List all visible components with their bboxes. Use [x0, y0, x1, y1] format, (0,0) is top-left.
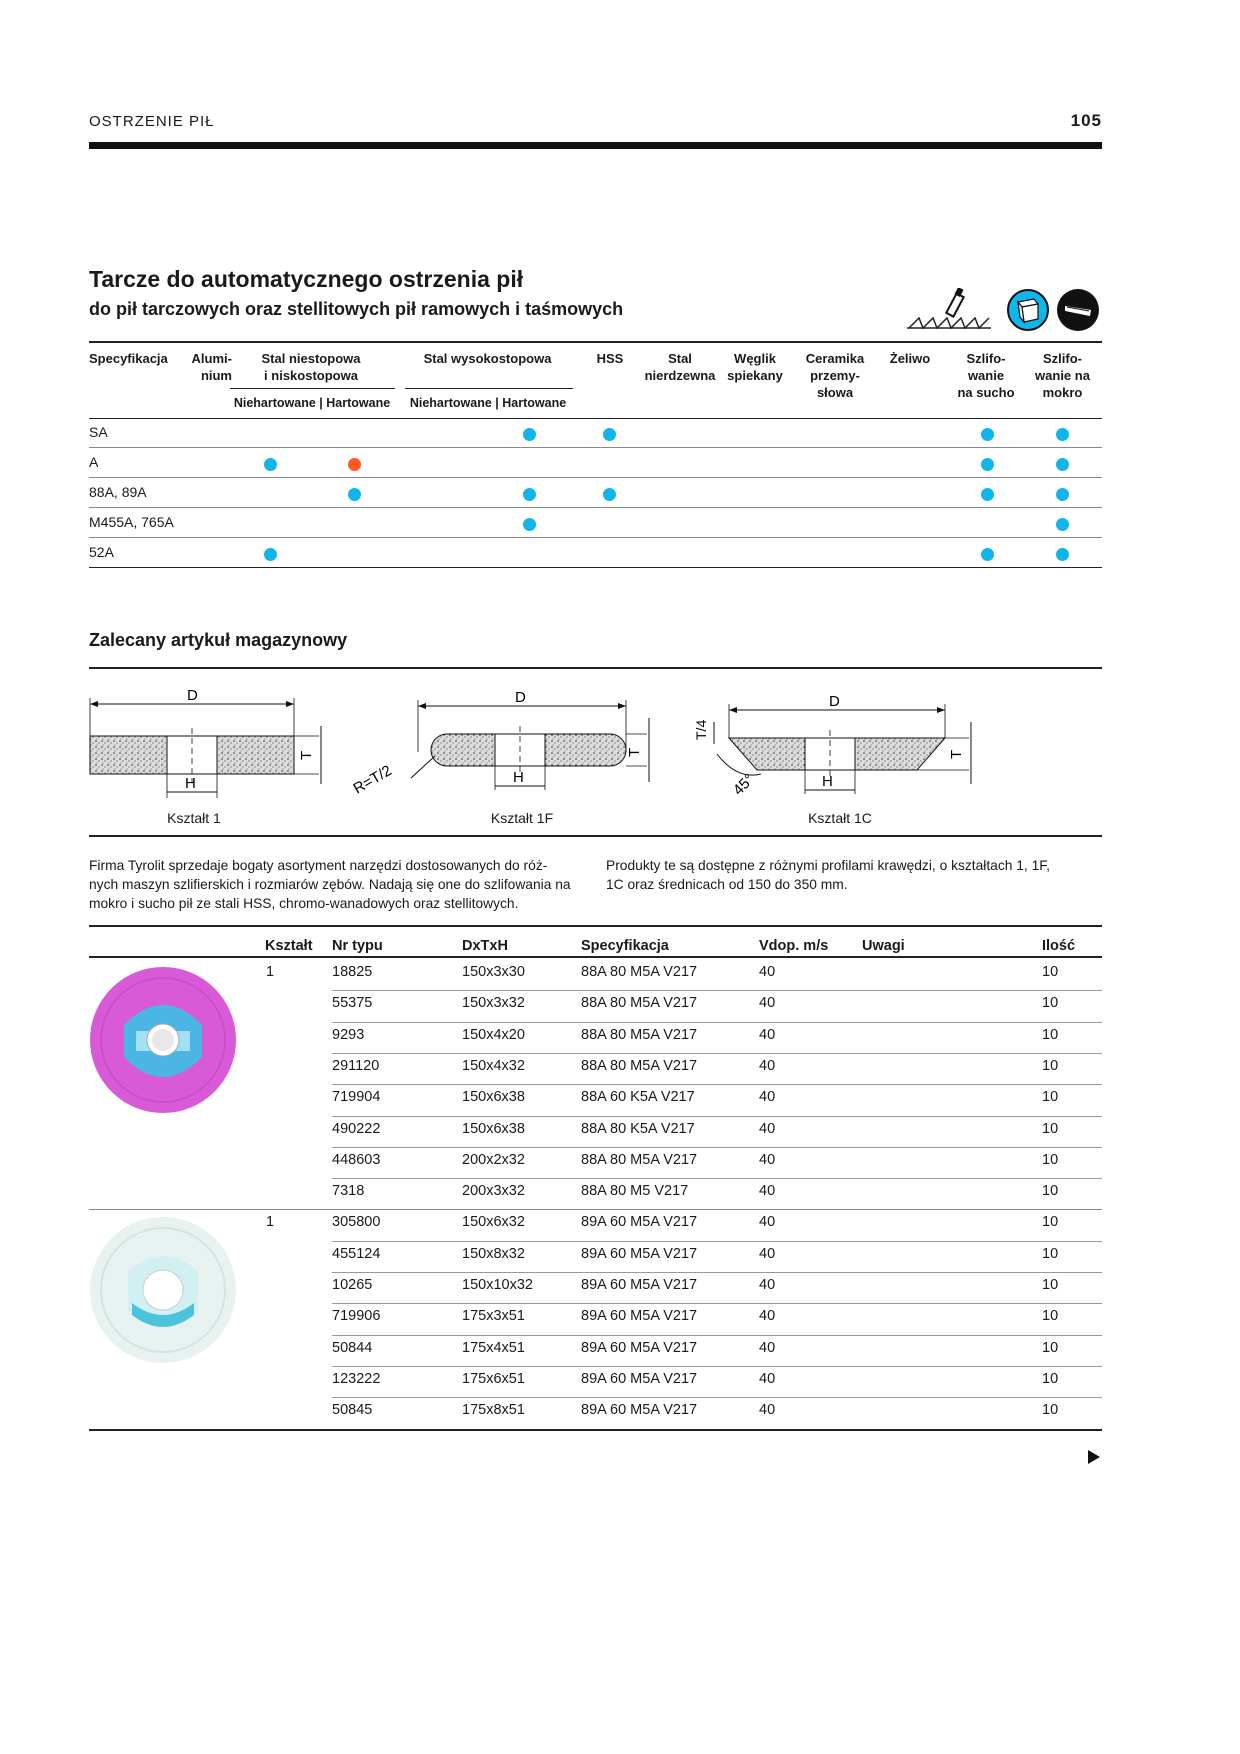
specification-cell: 88A 60 K5A V217 — [581, 1089, 695, 1106]
col-header-type-no: Nr typu — [332, 938, 383, 954]
hardening-subheader: Niehartowane | Hartowane — [233, 396, 391, 410]
hardening-subheader: Niehartowane | Hartowane — [409, 396, 567, 410]
dimensions-cell: 175x8x51 — [462, 1402, 525, 1419]
intro-paragraph-right: Produkty te są dostępne z różnymi profilami krawędzi, o kształtach 1, 1F, 1C oraz średnicach od 150 do 350 mm. — [606, 858, 1050, 892]
dimensions-cell: 150x6x38 — [462, 1089, 525, 1106]
quantity-cell: 10 — [1042, 1183, 1059, 1200]
conditional-dot — [348, 458, 361, 471]
speed-cell: 40 — [759, 1057, 776, 1074]
dimension-t-label: T — [948, 749, 965, 759]
dimensions-cell: 200x3x32 — [462, 1183, 525, 1200]
type-no-cell: 10265 — [332, 1277, 373, 1293]
spec-row-rule — [89, 507, 1102, 508]
dimensions-cell: 150x6x32 — [462, 1214, 525, 1231]
suitable-dot — [603, 488, 616, 501]
quantity-cell: 10 — [1042, 1402, 1059, 1419]
suitable-dot — [603, 428, 616, 441]
high-alloy-steel-col-header: Stal wysokostopowa — [423, 351, 552, 366]
dimensions-cell: 150x8x32 — [462, 1245, 525, 1262]
dimensions-cell: 150x4x32 — [462, 1057, 525, 1074]
type-no-cell: 719906 — [332, 1308, 381, 1325]
spec-header-bottom-rule — [89, 418, 1102, 419]
dimension-h-label: H — [185, 775, 196, 792]
low-alloy-steel-col-header: Stal niestopowa i niskostopowa — [261, 351, 361, 383]
speed-cell: 40 — [759, 1026, 776, 1043]
dimension-d-label: D — [515, 689, 526, 706]
suitable-dot — [264, 458, 277, 471]
table-row-divider — [332, 1022, 1102, 1023]
specification-cell: 88A 80 M5A V217 — [581, 995, 698, 1012]
quantity-cell: 10 — [1042, 1214, 1059, 1231]
suitable-dot — [348, 488, 361, 501]
dimension-h-label: H — [513, 769, 524, 786]
table-row-divider — [332, 1335, 1102, 1336]
dimensions-cell: 150x10x32 — [462, 1277, 533, 1293]
quantity-cell: 10 — [1042, 995, 1059, 1012]
quantity-cell: 10 — [1042, 1277, 1059, 1293]
table-row-divider — [332, 1241, 1102, 1242]
specification-cell: 89A 60 M5A V217 — [581, 1214, 698, 1231]
diagram-bottom-rule — [89, 835, 1102, 837]
speed-cell: 40 — [759, 995, 776, 1012]
quantity-cell: 10 — [1042, 1245, 1059, 1262]
dimensions-cell: 175x6x51 — [462, 1370, 525, 1387]
table-row-divider — [332, 1178, 1102, 1179]
table-row-divider — [332, 1053, 1102, 1054]
type-no-cell: 18825 — [332, 964, 373, 980]
speed-cell: 40 — [759, 1151, 776, 1168]
speed-cell: 40 — [759, 1183, 776, 1200]
type-no-cell: 305800 — [332, 1214, 381, 1231]
product-header-bottom-rule — [89, 956, 1102, 958]
dry-grinding-col-header: Szlifo- wanie na sucho — [957, 351, 1015, 400]
section-header: OSTRZENIE PIŁ — [89, 113, 215, 130]
shape-1-diagram — [90, 687, 321, 798]
next-page-arrow-icon[interactable] — [1088, 1450, 1100, 1464]
suitable-dot — [981, 548, 994, 561]
specification-cell: 89A 60 M5A V217 — [581, 1370, 698, 1387]
pink-grinding-wheel — [88, 965, 238, 1115]
spec-row-label: M455A, 765A — [89, 514, 174, 530]
wet-grinding-icon — [1057, 289, 1099, 331]
col-header-quantity: Ilość — [1042, 938, 1076, 954]
table-row-divider — [332, 1272, 1102, 1273]
cast-iron-col-header: Żeliwo — [889, 351, 931, 366]
speed-cell: 40 — [759, 964, 776, 980]
speed-cell: 40 — [759, 1277, 776, 1293]
specification-cell: 89A 60 M5A V217 — [581, 1339, 698, 1356]
col-header-notes: Uwagi — [862, 938, 905, 954]
dimensions-cell: 150x6x38 — [462, 1120, 525, 1137]
specification-cell: 88A 80 M5 V217 — [581, 1183, 689, 1200]
ceramics-col-header: Ceramika przemy- słowa — [805, 351, 865, 400]
col-header-speed: Vdop. m/s — [759, 938, 829, 954]
specification-cell: 89A 60 M5A V217 — [581, 1308, 698, 1325]
specification-cell: 88A 80 M5A V217 — [581, 1151, 698, 1168]
col-header-dimensions: DxTxH — [462, 938, 508, 954]
white-grinding-wheel — [88, 1215, 238, 1365]
section-rule — [89, 667, 1102, 669]
wet-grinding-col-header: Szlifo- wanie na mokro — [1035, 351, 1090, 400]
dimensions-cell: 200x2x32 — [462, 1151, 525, 1168]
spec-table-bottom-rule — [89, 567, 1102, 568]
angle-label: 45° — [729, 770, 758, 799]
shape-1c-caption: Kształt 1C — [808, 810, 872, 826]
table-row-divider — [332, 1147, 1102, 1148]
dimension-d-label: D — [829, 693, 840, 710]
suitable-dot — [981, 428, 994, 441]
dimension-d-label: D — [187, 687, 198, 704]
suitable-dot — [1056, 458, 1069, 471]
speed-cell: 40 — [759, 1214, 776, 1231]
quantity-cell: 10 — [1042, 964, 1059, 980]
dry-grinding-icon — [1007, 289, 1049, 331]
type-no-cell: 7318 — [332, 1183, 365, 1200]
suitable-dot — [264, 548, 277, 561]
page-number: 105 — [1070, 111, 1102, 130]
type-no-cell: 55375 — [332, 995, 373, 1012]
spec-row-label: SA — [89, 424, 108, 440]
quantity-cell: 10 — [1042, 1089, 1059, 1106]
table-row-divider — [89, 1209, 1102, 1210]
dimension-h-label: H — [822, 773, 833, 790]
spec-row-rule — [89, 447, 1102, 448]
specification-cell: 89A 60 M5A V217 — [581, 1245, 698, 1262]
subheader-line — [230, 388, 395, 389]
product-table-top-rule — [89, 925, 1102, 927]
shape-1c-diagram — [693, 693, 971, 799]
specification-cell: 88A 80 M5A V217 — [581, 1057, 698, 1074]
speed-cell: 40 — [759, 1120, 776, 1137]
dimensions-cell: 175x4x51 — [462, 1339, 525, 1356]
spec-row-label: 52A — [89, 544, 114, 560]
suitable-dot — [1056, 428, 1069, 441]
quantity-cell: 10 — [1042, 1370, 1059, 1387]
suitable-dot — [523, 428, 536, 441]
table-row-divider — [89, 1429, 1102, 1431]
header-divider — [89, 142, 1102, 149]
page-title: Tarcze do automatycznego ostrzenia pił — [89, 266, 524, 292]
table-row-divider — [332, 1366, 1102, 1367]
shape-cell: 1 — [266, 1214, 275, 1231]
stainless-col-header: Stal nierdzewna — [644, 351, 716, 383]
quantity-cell: 10 — [1042, 1057, 1059, 1074]
spec-table-top-rule — [89, 341, 1102, 343]
col-header-specification: Specyfikacja — [581, 938, 669, 954]
specification-cell: 89A 60 M5A V217 — [581, 1277, 698, 1293]
carbide-col-header: Węglik spiekany — [727, 351, 783, 383]
dimension-t4-label: T/4 — [693, 719, 709, 740]
shape-diagrams — [89, 680, 1102, 830]
table-row-divider — [332, 1084, 1102, 1085]
suitable-dot — [523, 518, 536, 531]
spec-col-header: Specyfikacja — [89, 351, 168, 366]
type-no-cell: 50845 — [332, 1402, 373, 1419]
shape-1-caption: Kształt 1 — [167, 810, 221, 826]
col-header-shape: Kształt — [265, 938, 313, 954]
radius-label: R=T/2 — [350, 762, 395, 798]
speed-cell: 40 — [759, 1245, 776, 1262]
type-no-cell: 719904 — [332, 1089, 381, 1106]
spec-row-label: 88A, 89A — [89, 484, 147, 500]
table-row-divider — [332, 990, 1102, 991]
suitable-dot — [981, 488, 994, 501]
suitable-dot — [1056, 518, 1069, 531]
spec-row-rule — [89, 477, 1102, 478]
type-no-cell: 123222 — [332, 1370, 381, 1387]
hss-col-header: HSS — [596, 351, 624, 366]
application-icons — [905, 288, 1105, 332]
quantity-cell: 10 — [1042, 1339, 1059, 1356]
table-row-divider — [332, 1397, 1102, 1398]
saw-teeth-icon — [905, 288, 993, 332]
suitable-dot — [1056, 548, 1069, 561]
quantity-cell: 10 — [1042, 1120, 1059, 1137]
quantity-cell: 10 — [1042, 1026, 1059, 1043]
speed-cell: 40 — [759, 1339, 776, 1356]
intro-paragraph-left: Firma Tyrolit sprzedaje bogaty asortyment narzędzi dostosowanych do róż- nych maszyn szlifierskich i rozmiarów zębów. Nadają się one do szlifowania na mokro i sucho pił ze stali HSS, chromo-wanadowych oraz stellitowych. — [89, 858, 571, 911]
table-row-divider — [332, 1303, 1102, 1304]
dimensions-cell: 150x4x20 — [462, 1026, 525, 1043]
dimension-t-label: T — [626, 747, 643, 757]
speed-cell: 40 — [759, 1089, 776, 1106]
aluminium-col-header: Alumi- nium — [191, 351, 232, 383]
type-no-cell: 9293 — [332, 1026, 365, 1043]
spec-row-label: A — [89, 454, 99, 470]
type-no-cell: 490222 — [332, 1120, 381, 1137]
speed-cell: 40 — [759, 1370, 776, 1387]
suitable-dot — [981, 458, 994, 471]
type-no-cell: 455124 — [332, 1245, 381, 1262]
quantity-cell: 10 — [1042, 1308, 1059, 1325]
shape-1f-caption: Kształt 1F — [490, 810, 554, 826]
dimension-t-label: T — [298, 750, 315, 760]
shape-1f-diagram — [351, 689, 650, 797]
dimensions-cell: 150x3x30 — [462, 964, 525, 980]
specification-cell: 88A 80 M5A V217 — [581, 964, 698, 980]
speed-cell: 40 — [759, 1402, 776, 1419]
dimensions-cell: 150x3x32 — [462, 995, 525, 1012]
section-title: Zalecany artykuł magazynowy — [89, 630, 348, 650]
speed-cell: 40 — [759, 1308, 776, 1325]
dimensions-cell: 175x3x51 — [462, 1308, 525, 1325]
suitable-dot — [523, 488, 536, 501]
type-no-cell: 50844 — [332, 1339, 373, 1356]
specification-cell: 89A 60 M5A V217 — [581, 1402, 698, 1419]
type-no-cell: 291120 — [332, 1057, 380, 1074]
type-no-cell: 448603 — [332, 1151, 381, 1168]
table-row-divider — [332, 1116, 1102, 1117]
spec-row-rule — [89, 537, 1102, 538]
suitable-dot — [1056, 488, 1069, 501]
shape-cell: 1 — [266, 964, 275, 980]
specification-cell: 88A 80 K5A V217 — [581, 1120, 695, 1137]
subheader-line — [405, 388, 573, 389]
page-subtitle: do pił tarczowych oraz stellitowych pił ramowych i taśmowych — [89, 299, 624, 319]
specification-cell: 88A 80 M5A V217 — [581, 1026, 698, 1043]
quantity-cell: 10 — [1042, 1151, 1059, 1168]
